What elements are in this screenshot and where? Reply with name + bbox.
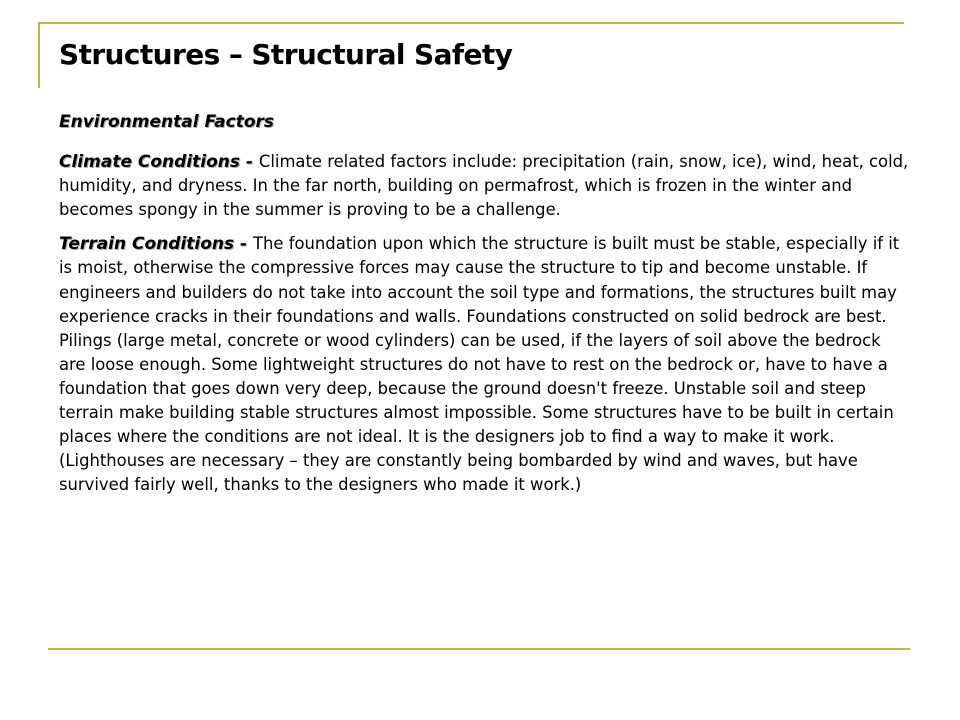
terrain-paragraph	[59, 232, 909, 497]
section-heading	[59, 110, 909, 134]
climate-body: Climate related factors include: precipitation (rain, snow, ice), wind, heat, cold, humidity, and dryness. In the far north, building on permafrost, which is frozen in the winter and becomes spongy in the summer is proving to be a challenge.	[59, 152, 909, 220]
slide-title: Structures – Structural Safety	[59, 38, 513, 71]
section-heading-text: Environmental Factors	[59, 112, 274, 132]
terrain-heading: Terrain Conditions -	[59, 234, 254, 255]
spacer	[59, 134, 909, 150]
top-divider-line	[38, 22, 904, 24]
terrain-body: The foundation upon which the structure is built must be stable, especially if it is moist, otherwise the compressive forces may cause the structure to tip and become unstable. If engineers and builders do not take into account the soil type and formations, the structures built may experience cracks in their foundations and walls. Foundations constructed on solid bedrock are best. Pilings (large metal, concrete or wood cylinders) can be used, if the layers of soil above the bedrock are loose enough. Some lightweight structures do not have to rest on the bedrock or, have to have a foundation that goes down very deep, because the ground doesn't freeze. Unstable soil and steep terrain make building stable structures almost impossible. Some structures have to be built in certain places where the conditions are not ideal. It is the designers job to find a way to make it work. (Lighthouses are necessary – they are constantly being bombarded by wind and waves, but have survived fairly well, thanks to the designers who made it work.)	[59, 234, 900, 495]
spacer	[59, 222, 909, 232]
left-accent-line	[38, 22, 40, 88]
climate-heading: Climate Conditions -	[59, 152, 259, 173]
bottom-divider-line	[48, 648, 910, 650]
climate-paragraph	[59, 150, 909, 222]
slide-body	[59, 110, 909, 497]
